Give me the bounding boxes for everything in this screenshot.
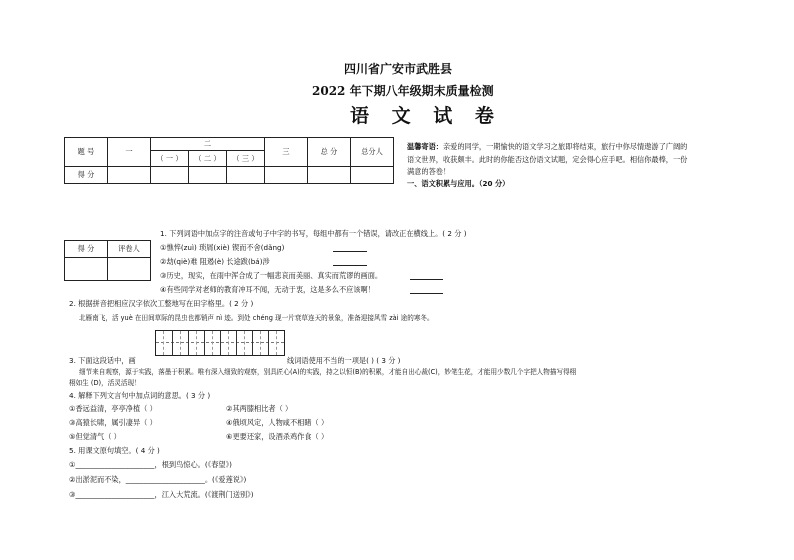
q4-item: ⑤但觉清气（ ） [69,432,121,441]
grid-cell[interactable] [204,331,220,355]
section-heading: 一、语文积累与应用。（20 分） [407,179,510,188]
q1-item: ③历史，现实，在雨中浑合成了一幅悲哀而美丽、真实而荒谬的画面。 [160,271,383,280]
sub-header-cell: （ 三 ） [227,151,265,167]
grid-cell[interactable] [220,331,236,355]
q3-text-2: 栩如生 (D)，活灵活现！ [69,379,141,387]
q5-item: ①______________________，根到鸟惊心。(《春望》) [69,460,232,469]
q3-stem-b: 线词语使用不当的一项是( ) ( 3 分 ) [287,356,401,365]
reviewer-input[interactable] [108,258,151,281]
header-cell: 二 [151,138,265,151]
q4-item: ⑥更要还家，设酒杀鸡作食（ ） [226,432,329,441]
score-input[interactable] [151,167,189,184]
grid-cell[interactable] [268,331,284,355]
sub-header-cell: （ 二 ） [189,151,227,167]
answer-blank[interactable] [410,293,443,294]
q4-item: ③高猿长啸，属引凄异（ ） [69,418,157,427]
score-input[interactable] [308,167,351,184]
grid-cell[interactable] [252,331,268,355]
exam-title: 语 文 试 卷 [350,105,502,127]
q3-stem-a: 3. 下面这段话中，画 [69,356,136,365]
answer-blank[interactable] [333,251,367,252]
header-cell: 总 分 [308,138,351,167]
score-label: 得 分 [65,167,108,184]
notice-text: 亲爱的同学，一期愉快的语文学习之旅即将结束，旅行中你尽情遨游了广阔的 [442,142,688,151]
score-input[interactable] [351,167,394,184]
q5-item: ②出淤泥而不染，______________________。(《爱莲说》) [69,475,247,484]
q2-text: 北雁南飞，活 yuè 在田间草际的昆虫也都销声 nì 迹。到处 chéng 现一片衰草连天的景象，准备迎接风雪 zài 途的寒冬。 [79,314,434,322]
reviewer-table [64,240,151,281]
score-input[interactable] [189,167,227,184]
reviewer-score-label: 得 分 [65,241,108,258]
score-input[interactable] [108,167,151,184]
q1-item: ④有些同学对老师的教育冲耳不闻，无动于衷，这是多么不应该啊！ [160,285,375,294]
q4-stem: 4. 解释下列文言句中加点词的意思。( 3 分 ) [69,391,211,400]
answer-blank[interactable] [410,279,443,280]
reviewer-label: 评卷人 [108,241,151,258]
q5-stem: 5. 用课文原句填空。( 4 分 ) [69,446,160,455]
reviewer-score-input[interactable] [65,258,108,281]
notice-line-3: 满意的答卷！ [407,167,451,176]
header-cell: 题 号 [65,138,108,167]
q4-item: ①香远益清，亭亭净植（ ） [69,404,157,413]
sub-header-cell: （ 一 ） [151,151,189,167]
grid-cell[interactable] [156,331,171,355]
q2-stem: 2. 根据拼音把相应汉字依次工整地写在田字格里。( 2 分 ) [69,299,254,308]
notice-label: 温馨寄语： [407,142,443,151]
grid-cell[interactable] [172,331,188,355]
notice-line-1 [407,142,687,152]
notice-line-2: 语文世界，收获颇丰。此时的你能否这份语文试题，定会得心应手吧。相信你最棒，一份 [407,155,688,164]
grid-cell[interactable] [188,331,204,355]
answer-blank[interactable] [333,265,367,266]
q1-item: ②劫(qiè)难 阻遏(è) 长途跋(bá)涉 [160,257,270,266]
score-input[interactable] [265,167,308,184]
q1-stem: 1. 下列词语中加点字的注音或句子中字的书写，每组中都有一个错误，请改正在横线上。( 2 分 ) [160,229,467,238]
header-cell: 三 [265,138,308,167]
q3-text-1: 细节来自观察，源于实践，落墨于积累。唯有深入细致的观察，别具匠心(A)的实践，持之以恒(B)的积累，才能自出心裁(C)，妙笔生花，才能用少数几个字把人物描写得栩 [79,368,577,376]
q5-item: ③______________________，江入大荒流。(《渡荆门送别》) [69,490,254,499]
q1-item: ①憔悴(zuì) 琐屑(xiè) 锲而不舍(dǎng) [160,243,285,252]
score-input[interactable] [227,167,265,184]
header-cell: 总分人 [351,138,394,167]
q4-item: ②其两膝相比者（ ） [226,404,293,413]
exam-subtitle: 2022 年下期八年级期末质量检测 [312,84,494,98]
header-cell: 一 [108,138,151,167]
region-title: 四川省广安市武胜县 [344,62,453,76]
writing-grid[interactable] [155,330,285,356]
grid-cell[interactable] [236,331,252,355]
score-table [64,137,394,184]
q4-item: ④俄顷风定，人物咸不相睹（ ） [226,418,329,427]
